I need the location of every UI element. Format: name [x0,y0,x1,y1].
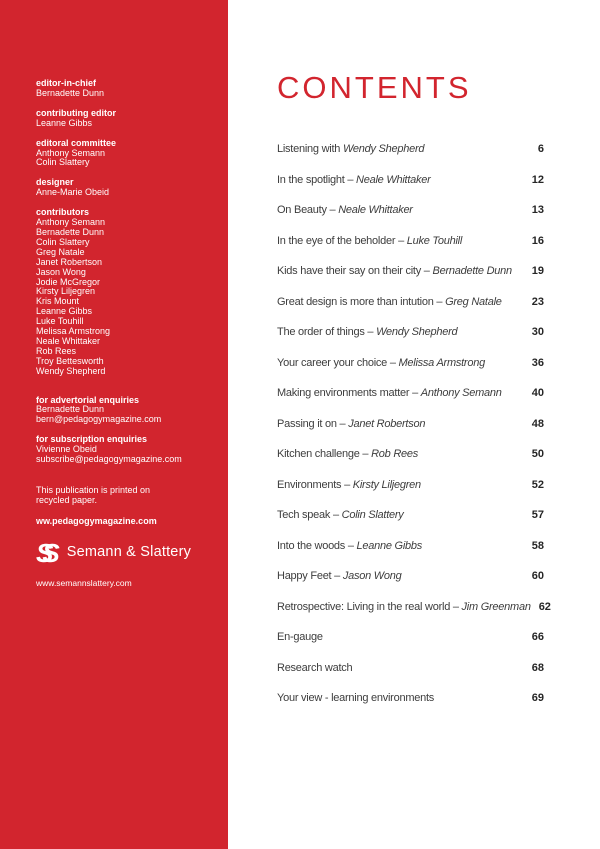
magazine-url: ww.pedagogymagazine.com [36,515,157,526]
toc-entry-author: Luke Touhill [406,234,463,247]
toc-entry-page: 60 [531,570,544,582]
toc-entry-author: Wendy Shepherd [376,326,458,338]
toc-entry-title: Your view - learning environments [277,692,435,704]
toc-entry-title: Happy Feet – Jason Wong [277,570,402,582]
toc-entry-page: 13 [531,204,544,216]
toc-entry-title: Making environments matter – Anthony Semann [277,387,502,399]
toc-entry-page: 50 [531,448,544,460]
credit-heading: designer [36,177,74,188]
toc-entry [277,418,544,432]
ss-monogram-icon: SS [36,537,49,568]
toc-entry-author: Jason Wong [342,570,402,582]
toc-entry-page: 19 [531,265,544,277]
toc-entry-title: Listening with Wendy Shepherd [277,143,425,155]
toc-entry [277,204,544,218]
credit-heading: editor-in-chief [36,78,96,88]
toc-entry-title: En-gauge [277,631,323,643]
toc-entry-title: The order of things – Wendy Shepherd [277,326,458,338]
credit-section [36,109,210,129]
toc-entry [277,692,544,706]
toc-entry-title: Great design is more than intution – Greg Natale [277,295,502,308]
credit-line: Leanne Gibbs [36,306,93,317]
toc-entry-title: In the eye of the beholder – Luke Touhill [277,234,463,247]
credit-line: Kirsty Liljegren [36,286,96,297]
credit-line: Anne-Marie Obeid [36,187,110,198]
toc-entry-page: 57 [531,509,544,521]
toc-entry-title: Kids have their say on their city – Bernadette Dunn [277,265,512,277]
toc-entry-author: Anthony Semann [420,387,502,399]
credit-line: Jodie McGregor [36,276,101,287]
toc-entry [277,631,544,645]
recycled-paper-note: This publication is printed on recycled paper. [36,485,151,505]
toc-entry [277,509,544,523]
toc-entry-author: Janet Robertson [348,417,426,430]
toc-entry-title: Into the woods – Leanne Gibbs [277,539,423,552]
logo-wordmark: Semann & Slattery [66,543,192,560]
credit-line: Colin Slattery [36,236,90,247]
toc-entry-title: Research watch [277,661,353,674]
toc-entry-author: Wendy Shepherd [342,143,425,155]
toc-entry-title: Passing it on – Janet Robertson [277,417,426,430]
toc-entry [277,357,544,371]
toc-list [277,143,551,706]
toc-entry-author: Rob Rees [371,448,418,460]
toc-entry-page: 48 [531,417,544,430]
toc-entry-title: Retrospective: Living in the real world – Jim Greenman [277,600,531,613]
credit-line: Kris Mount [36,296,80,307]
credit-line: Bernadette Dunn [36,87,105,98]
company-url: www.semannslattery.com [36,577,132,588]
masthead-sidebar [0,0,228,849]
credit-line: Colin Slattery [36,157,90,168]
credit-line: Vivienne Obeid [36,444,97,455]
credit-section [36,208,210,376]
toc-entry [277,540,544,554]
credit-line: Neale Whittaker [36,335,101,346]
toc-entry [277,570,544,584]
toc-entry [277,296,544,310]
toc-entry-page: 68 [531,661,544,674]
toc-entry-page: 16 [531,234,544,247]
toc-entry-page: 6 [537,143,544,155]
credit-line: Rob Rees [36,345,77,356]
credit-line: Leanne Gibbs [36,117,93,128]
toc-entry-author: Bernadette Dunn [432,265,512,277]
toc-entry [277,235,544,249]
toc-entry-title: Tech speak – Colin Slattery [277,509,404,521]
toc-entry-page: 30 [531,326,544,338]
toc-entry [277,479,544,493]
toc-entry-title: Environments – Kirsty Liljegren [277,478,421,491]
contents-main [277,70,551,706]
semann-slattery-logo [36,537,210,568]
credit-line: Bernadette Dunn [36,404,105,415]
toc-entry [277,387,544,401]
credit-line: bern@pedagogymagazine.com [36,414,162,425]
toc-entry [277,174,544,188]
credit-line: Wendy Shepherd [36,365,106,376]
credit-section [36,139,210,169]
credit-heading: contributing editor [36,107,116,118]
toc-entry-page: 58 [531,539,544,552]
toc-entry-title: Kitchen challenge – Rob Rees [277,448,418,460]
credit-line: Melissa Armstrong [36,326,111,337]
toc-entry-page: 52 [531,478,544,491]
toc-entry-page: 23 [531,295,544,308]
toc-entry [277,600,551,615]
credit-line: Janet Robertson [36,256,103,267]
toc-entry-author: Greg Natale [445,295,502,308]
toc-entry [277,326,544,340]
toc-entry-author: Neale Whittaker [356,173,431,186]
credit-line: Greg Natale [36,246,85,257]
credit-section [36,435,210,465]
toc-entry-author: Melissa Armstrong [398,356,485,369]
toc-entry-title: In the spotlight – Neale Whittaker [277,173,431,186]
toc-entry [277,448,544,462]
toc-entry [277,662,544,676]
credit-section [36,396,210,426]
toc-entry-author: Neale Whittaker [338,204,413,216]
toc-entry [277,265,544,279]
toc-entry-author: Leanne Gibbs [356,539,423,552]
credit-heading: editoral committee [36,137,117,148]
toc-entry-page: 40 [531,387,544,399]
toc-entry-author: Jim Greenman [461,600,531,613]
toc-entry-author: Kirsty Liljegren [352,478,421,491]
credit-heading: contributors [36,207,89,218]
toc-entry [277,143,544,157]
credit-line: Jason Wong [36,266,86,277]
toc-entry-title: On Beauty – Neale Whittaker [277,204,413,216]
toc-entry-page: 36 [531,356,544,369]
credit-line: Luke Touhill [36,316,84,327]
credits-list [36,79,210,465]
toc-entry-page: 69 [531,692,544,704]
credit-line: Bernadette Dunn [36,226,105,237]
toc-entry-title: Your career your choice – Melissa Armstrong [277,356,485,369]
credit-section [36,79,210,99]
toc-entry-author: Colin Slattery [341,509,404,521]
credit-heading: for advertorial enquiries [36,394,140,405]
credit-line: Anthony Semann [36,217,106,228]
credit-section [36,178,210,198]
credit-heading: for subscription enquiries [36,434,148,445]
credit-line: Troy Bettesworth [36,355,104,366]
toc-entry-page: 12 [531,173,544,186]
credit-line: Anthony Semann [36,147,106,158]
toc-entry-page: 66 [531,631,544,643]
credit-line: subscribe@pedagogymagazine.com [36,454,182,465]
toc-entry-page: 62 [538,600,551,613]
contents-title: CONTENTS [277,70,472,105]
